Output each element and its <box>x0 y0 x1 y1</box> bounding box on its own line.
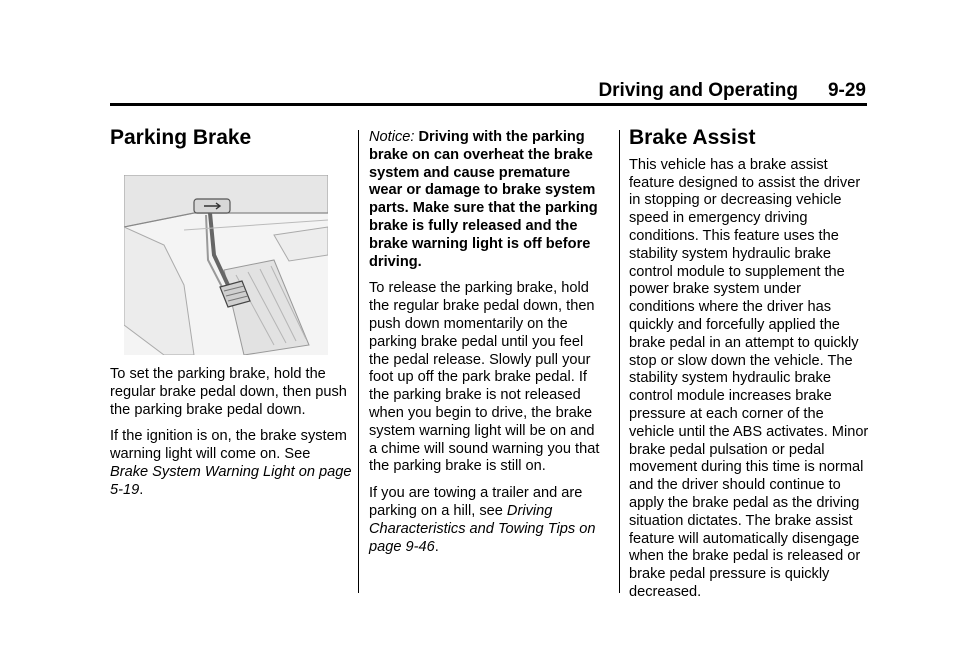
heading-parking-brake: Parking Brake <box>110 126 252 149</box>
column-divider-2 <box>619 130 620 593</box>
page-header <box>0 80 866 102</box>
parking-brake-pedal-illustration <box>124 175 328 355</box>
pedal-illustration-svg <box>124 175 328 355</box>
period: . <box>139 481 144 498</box>
column-divider-1 <box>358 130 359 593</box>
period: . <box>434 538 439 555</box>
notice-text: Driving with the parking brake on can overheat the brake system and cause premature wear or damage to brake system parts. Make sure that the parking brake is fully released and the brake warning light is off before driving. <box>369 129 598 270</box>
paragraph-set-brake: To set the parking brake, hold the regular brake pedal down, then push the parking brake pedal down. <box>110 366 347 418</box>
towing-text: If you are towing a trailer and are parking on a hill, see <box>369 485 583 519</box>
page-number: 9-29 <box>827 80 866 101</box>
column-release-brake <box>369 129 605 565</box>
notice-label: Notice: <box>369 129 415 145</box>
heading-brake-assist: Brake Assist <box>629 126 756 149</box>
column-parking-brake <box>110 126 352 149</box>
link-brake-system-warning-light[interactable]: Brake System Warning Light on page 5‑19 <box>110 463 352 498</box>
column-brake-assist <box>629 126 869 611</box>
paragraph-towing <box>369 485 605 556</box>
header-rule <box>110 103 867 106</box>
link-driving-characteristics[interactable]: Driving Characteristics and Towing Tips on page 9‑46 <box>369 502 596 555</box>
paragraph-brake-assist: This vehicle has a brake assist feature designed to assist the driver in stopping or decreasing vehicle speed in emergency driving conditions. This feature uses the stability system hydraulic brake control module to supplement the power brake system under conditions where the driver has quickly and forcefully applied the brake pedal in an attempt to quickly stop or slow down the vehicle. The stability system hydraulic brake control module increases brake pressure at each corner of the vehicle until the ABS activates. Minor brake pedal pulsation or pedal movement during this time is normal and the driver should continue to apply the brake pedal as the driving situation dictates. The brake assist feature will automatically disengage when the brake pedal is released or brake pedal pressure is quickly decreased. <box>629 156 869 600</box>
section-title: Driving and Operating <box>598 80 798 101</box>
notice-block <box>369 129 605 271</box>
warning-light-text: If the ignition is on, the brake system warning light will come on. See <box>110 428 347 463</box>
paragraph-release-brake: To release the parking brake, hold the regular brake pedal down, then push down momentarily on the parking brake pedal until you feel the pedal release. Slowly pull your foot up off the park brake pedal. If the parking brake is not released when you begin to drive, the brake system warning light will be on and a chime will sound warning you that the parking brake is still on. <box>369 280 600 475</box>
column-parking-brake-text <box>110 366 352 509</box>
paragraph-warning-light <box>110 428 352 499</box>
